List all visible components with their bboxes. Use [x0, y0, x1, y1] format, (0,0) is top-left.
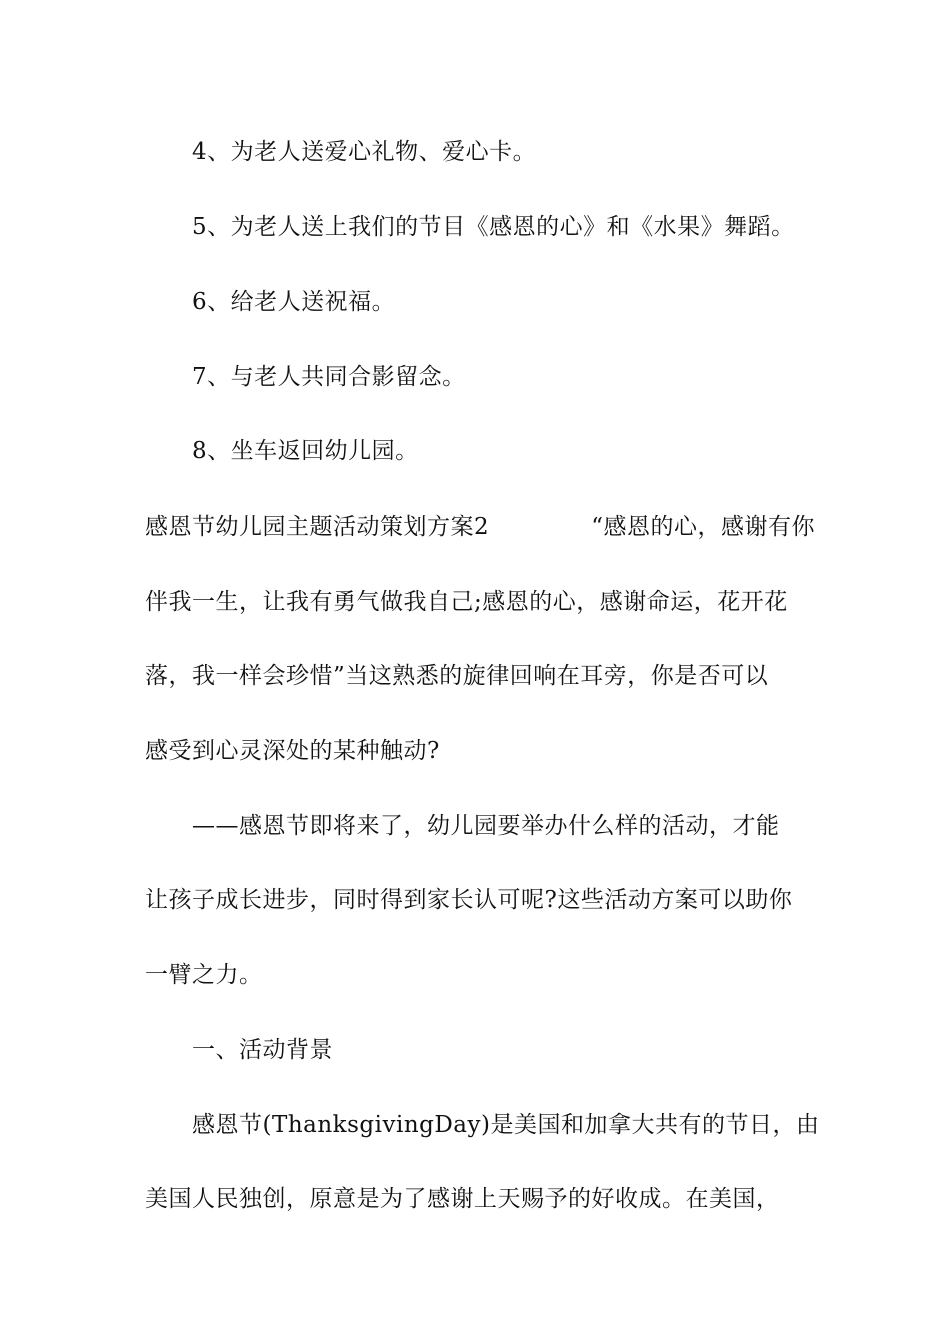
paragraph1-line-1: 伴我一生，让我有勇气做我自己;感恩的心，感谢命运，花开花: [145, 589, 788, 615]
section-title: 感恩节幼儿园主题活动策划方案2: [145, 514, 490, 540]
paragraph1-line-3: 感受到心灵深处的某种触动?: [145, 738, 440, 764]
section-title-line: [145, 512, 815, 542]
paragraph2-line-1: ——感恩节即将来了，幼儿园要举办什么样的活动，才能: [192, 813, 780, 839]
paragraph2-line-3: 一臂之力。: [145, 962, 263, 988]
list-item-5: 5、为老人送上我们的节目《感恩的心》和《水果》舞蹈。: [192, 214, 795, 240]
paragraph3-line-1: 感恩节(ThanksgivingDay)是美国和加拿大共有的节日，由: [192, 1112, 820, 1138]
paragraph2-line-2: 让孩子成长进步，同时得到家长认可呢?这些活动方案可以助你: [145, 887, 793, 913]
paragraph3-line-2: 美国人民独创，原意是为了感谢上天赐予的好收成。在美国，: [145, 1186, 780, 1212]
list-item-8: 8、坐车返回幼儿园。: [192, 438, 419, 464]
list-item-4: 4、为老人送爱心礼物、爱心卡。: [192, 139, 537, 165]
quote-start: “感恩的心，感谢有你: [591, 514, 815, 540]
list-item-6: 6、给老人送祝福。: [192, 289, 396, 315]
paragraph1-line-2: 落，我一样会珍惜”当这熟悉的旋律回响在耳旁，你是否可以: [145, 663, 769, 689]
heading-activity-background: 一、活动背景: [192, 1037, 333, 1063]
list-item-7: 7、与老人共同合影留念。: [192, 364, 466, 390]
